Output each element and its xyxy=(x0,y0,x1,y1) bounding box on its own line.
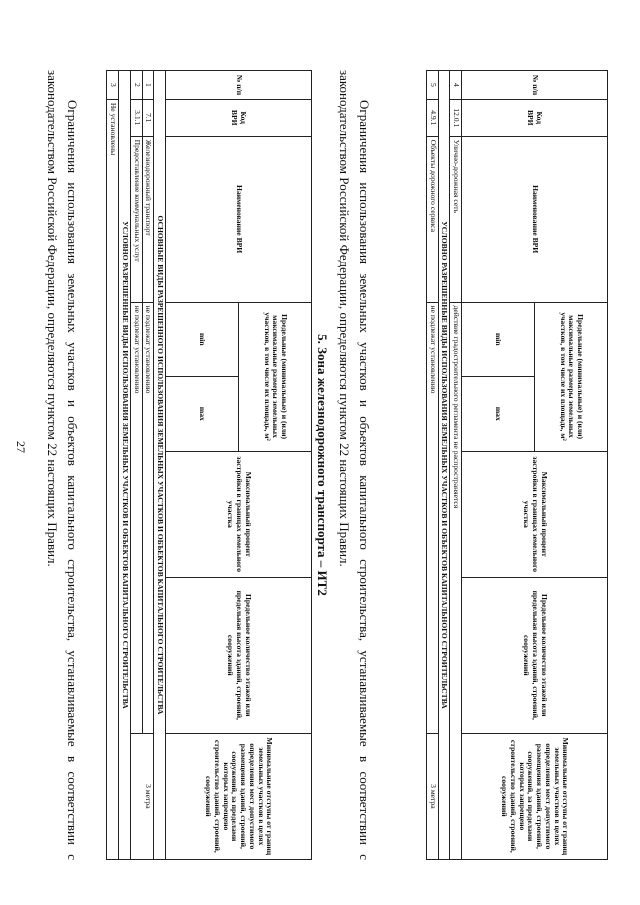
col-setbacks: Минимальные отступы от границ земельных участков в целях определения мест допустимого размещения зданий, строений, сооружений, за пределами которых запрещено строительство зданий, строений, сооружений xyxy=(166,733,312,859)
col-setbacks: Минимальные отступы от границ земельных участков в целях определения мест допустимого размещения зданий, строений, сооружений, за пределами которых запрещено строительство зданий, строений, сооружений xyxy=(462,733,608,859)
section-heading: 5. Зона железнодорожного транспорта – ИТ2 xyxy=(315,334,330,596)
rotated-page xyxy=(32,30,612,880)
col-code: Код ВРИ xyxy=(166,99,312,136)
col-size-group: Предельные (минимальные) и (или) максимальные размеры земельных участков, в том числе их площадь, м² xyxy=(239,302,312,451)
col-size-group: Предельные (минимальные) и (или) максимальные размеры земельных участков, в том числе их площадь, м² xyxy=(535,302,608,451)
paragraph-2 xyxy=(42,70,82,860)
row-value: не подлежат установлению xyxy=(130,302,142,733)
row-name: Предоставление коммунальных услуг xyxy=(130,136,142,302)
regulations-table-1 xyxy=(426,70,608,860)
col-max: max xyxy=(166,377,239,452)
col-floors: Предельное количество этажей или предельная высота зданий, строений, сооружений xyxy=(462,577,608,733)
col-max-percent: Максимальный процент застройки в границах земельного участка xyxy=(462,451,608,577)
row-code: 3.1.1 xyxy=(130,99,142,136)
section-row xyxy=(438,71,450,860)
col-min: min xyxy=(462,302,535,377)
section-title: УСЛОВНО РАЗРЕШЕННЫЕ ВИДЫ ИСПОЛЬЗОВАНИЯ ЗЕМЕЛЬНЫХ УЧАСТКОВ И ОБЪЕКТОВ КАПИТАЛЬНОГО СТРОИТЕЛЬСТВА xyxy=(119,71,131,860)
paragraph-2-text: Ограничения использования земельных участков и объектов капитального строительства, устанавливаемые в соответствии с законодательством Российской Федерации, определяются пунктом 22 настоящих Правил. xyxy=(44,70,80,860)
section-title: ОСНОВНЫЕ ВИДЫ РАЗРЕШЕННОГО ИСПОЛЬЗОВАНИЯ ЗЕМЕЛЬНЫХ УЧАСТКОВ И ОБЪЕКТОВ КАПИТАЛЬНОГО СТРОИТЕЛЬСТВА xyxy=(154,71,166,860)
row-no: 4 xyxy=(450,71,462,100)
section-title: УСЛОВНО РАЗРЕШЕННЫЕ ВИДЫ ИСПОЛЬЗОВАНИЯ ЗЕМЕЛЬНЫХ УЧАСТКОВ И ОБЪЕКТОВ КАПИТАЛЬНОГО СТРОИТЕЛЬСТВА xyxy=(438,71,450,860)
row-name: Железнодорожный транспорт xyxy=(142,136,154,302)
paragraph-1 xyxy=(334,70,374,860)
col-code: Код ВРИ xyxy=(462,99,608,136)
col-min: min xyxy=(166,302,239,377)
row-value: не подлежат установлению xyxy=(142,302,154,733)
section-row xyxy=(154,71,166,860)
col-name: Наименование ВРИ xyxy=(462,136,608,302)
row-name: Объекты дорожного сервиса xyxy=(426,136,438,302)
row-code: 12.0.1 xyxy=(450,99,462,136)
table-row xyxy=(142,71,154,860)
row-code: 7.1 xyxy=(142,99,154,136)
row-value: действие градостроительного регламента не распространяется xyxy=(450,302,462,859)
table-row xyxy=(450,71,462,860)
row-setback: 3 метра xyxy=(130,733,153,859)
table-header-row xyxy=(535,71,608,860)
paragraph-1-text: Ограничения использования земельных участков и объектов капитального строительства, устанавливаемые в соответствии с законодательством Российской Федерации, определяются пунктом 22 настоящих Правил. xyxy=(336,70,372,860)
page-number: 27 xyxy=(14,441,28,453)
row-no: 2 xyxy=(130,71,142,100)
col-max-percent: Максимальный процент застройки в границах земельного участка xyxy=(166,451,312,577)
regulations-table-2 xyxy=(106,70,312,860)
col-max: max xyxy=(462,377,535,452)
row-no: 3 xyxy=(107,71,119,100)
col-no: № п/п xyxy=(462,71,608,100)
row-no: 5 xyxy=(426,71,438,100)
col-name: Наименование ВРИ xyxy=(166,136,312,302)
row-code: 4.9.1 xyxy=(426,99,438,136)
section-row xyxy=(119,71,131,860)
row-no: 1 xyxy=(142,71,154,100)
col-floors: Предельное количество этажей или предельная высота зданий, строений, сооружений xyxy=(166,577,312,733)
row-name: Не установлены xyxy=(107,99,119,859)
row-name: Улично-дорожная сеть xyxy=(450,136,462,302)
col-no: № п/п xyxy=(166,71,312,100)
table-row xyxy=(426,71,438,860)
row-setback: 3 метра xyxy=(426,733,438,859)
table-header-row xyxy=(239,71,312,860)
row-value: не подлежат установлению xyxy=(426,302,438,733)
table-row xyxy=(107,71,119,860)
